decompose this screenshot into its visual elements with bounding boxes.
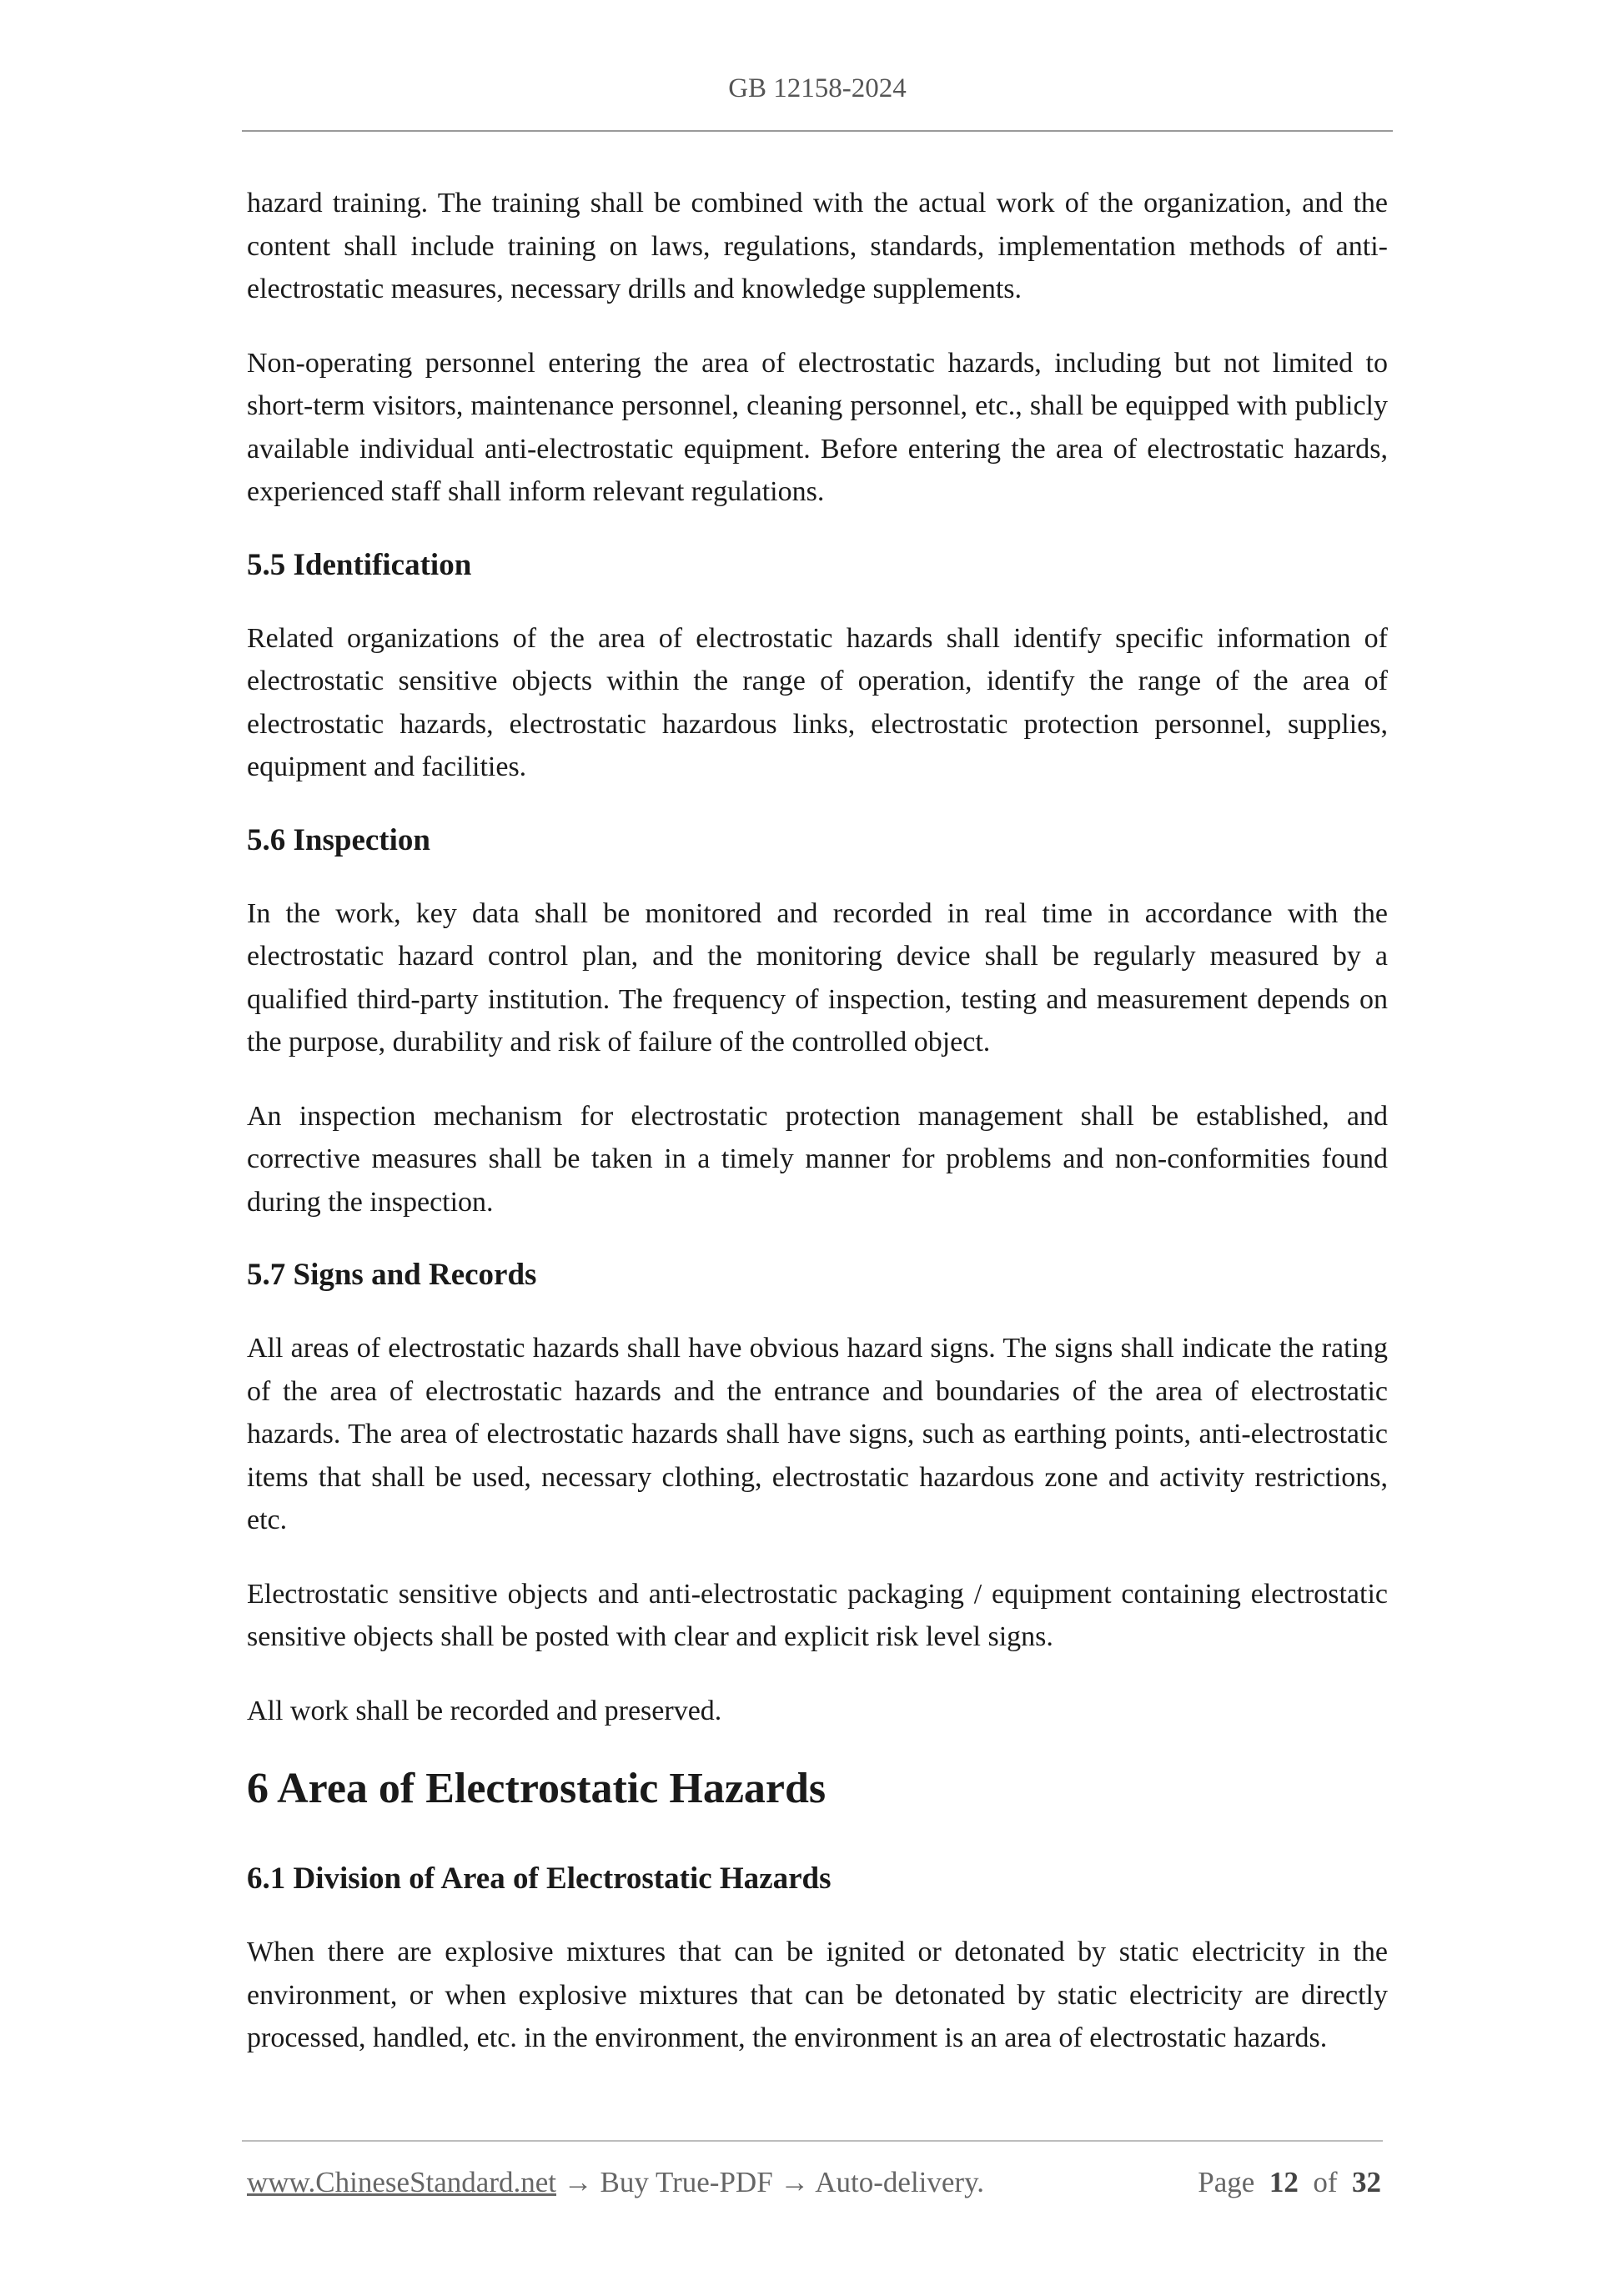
paragraph: Non-operating personnel entering the area of electrostatic hazards, including but not limited to short-term visitors, maintenance personnel, cleaning personnel, etc., shall be equipped with publicly available individual anti-electrostatic equipment. Before entering the area of electrostatic hazards, experienced staff shall inform relevant regulations.	[247, 347, 1388, 507]
paragraph: When there are explosive mixtures that can be ignited or detonated by static electricity in the environment, or when explosive mixtures that can be detonated by static electricity are directly processed, handled, etc. in the environment, the environment is an area of electrostatic hazards.	[247, 1937, 1388, 2053]
chapter-heading-6: 6 Area of Electrostatic Hazards	[247, 1765, 827, 1812]
of-label: of	[1313, 2166, 1338, 2198]
paragraph: An inspection mechanism for electrostatic protection management shall be established, and corrective measures shall be taken in a timely manner for problems and non-conformities found during the inspection.	[247, 1100, 1388, 1218]
arrow-right-icon: →	[563, 2166, 593, 2198]
page-footer	[247, 2162, 1381, 2203]
section-heading-5-7: 5.7 Signs and Records	[247, 1258, 537, 1292]
page-label: Page	[1198, 2166, 1255, 2198]
paragraph: Related organizations of the area of electrostatic hazards shall identify specific information of electrostatic sensitive objects within the range of operation, identify the range of the area of electrostatic hazards, electrostatic hazardous links, electrostatic protection personnel, supplies, equipment and facilities.	[247, 622, 1388, 782]
document-id-header: GB 12158-2024	[728, 73, 907, 103]
buy-true-pdf-text: Buy True-PDF	[600, 2166, 773, 2198]
section-heading-5-5: 5.5 Identification	[247, 547, 472, 582]
arrow-right-icon: →	[780, 2166, 810, 2198]
paragraph: In the work, key data shall be monitored and recorded in real time in accordance with the electrostatic hazard control plan, and the monitoring device shall be regularly measured by a qualified third-party institution. The frequency of inspection, testing and measurement depends on the purpose, durability and risk of failure of the controlled object.	[247, 897, 1388, 1058]
site-link[interactable]: www.ChineseStandard.net	[247, 2166, 556, 2198]
section-heading-5-6: 5.6 Inspection	[247, 822, 430, 857]
paragraph: All work shall be recorded and preserved.	[247, 1695, 722, 1726]
page-number: 12	[1269, 2166, 1299, 2198]
footer-divider	[242, 2140, 1383, 2142]
auto-delivery-text: Auto-delivery.	[815, 2166, 985, 2198]
paragraph: hazard training. The training shall be combined with the actual work of the organization, and the content shall include training on laws, regulations, standards, implementation methods of anti-electrostatic measures, necessary drills and knowledge supplements.	[247, 188, 1388, 304]
footer-links	[247, 2162, 984, 2203]
total-pages: 32	[1352, 2166, 1381, 2198]
section-heading-6-1: 6.1 Division of Area of Electrostatic Hazards	[247, 1861, 832, 1896]
page-counter	[1198, 2162, 1381, 2203]
document-body	[247, 182, 1388, 2091]
paragraph: All areas of electrostatic hazards shall have obvious hazard signs. The signs shall indicate the rating of the area of electrostatic hazards and the entrance and boundaries of the area of electrostatic hazards. The area of electrostatic hazards shall have signs, such as earthing points, anti-electrostatic items that shall be used, necessary clothing, electrostatic hazardous zone and activity restrictions, etc.	[247, 1333, 1388, 1535]
paragraph: Electrostatic sensitive objects and anti-electrostatic packaging / equipment containing electrostatic sensitive objects shall be posted with clear and explicit risk level signs.	[247, 1578, 1388, 1652]
header-divider	[242, 130, 1393, 132]
